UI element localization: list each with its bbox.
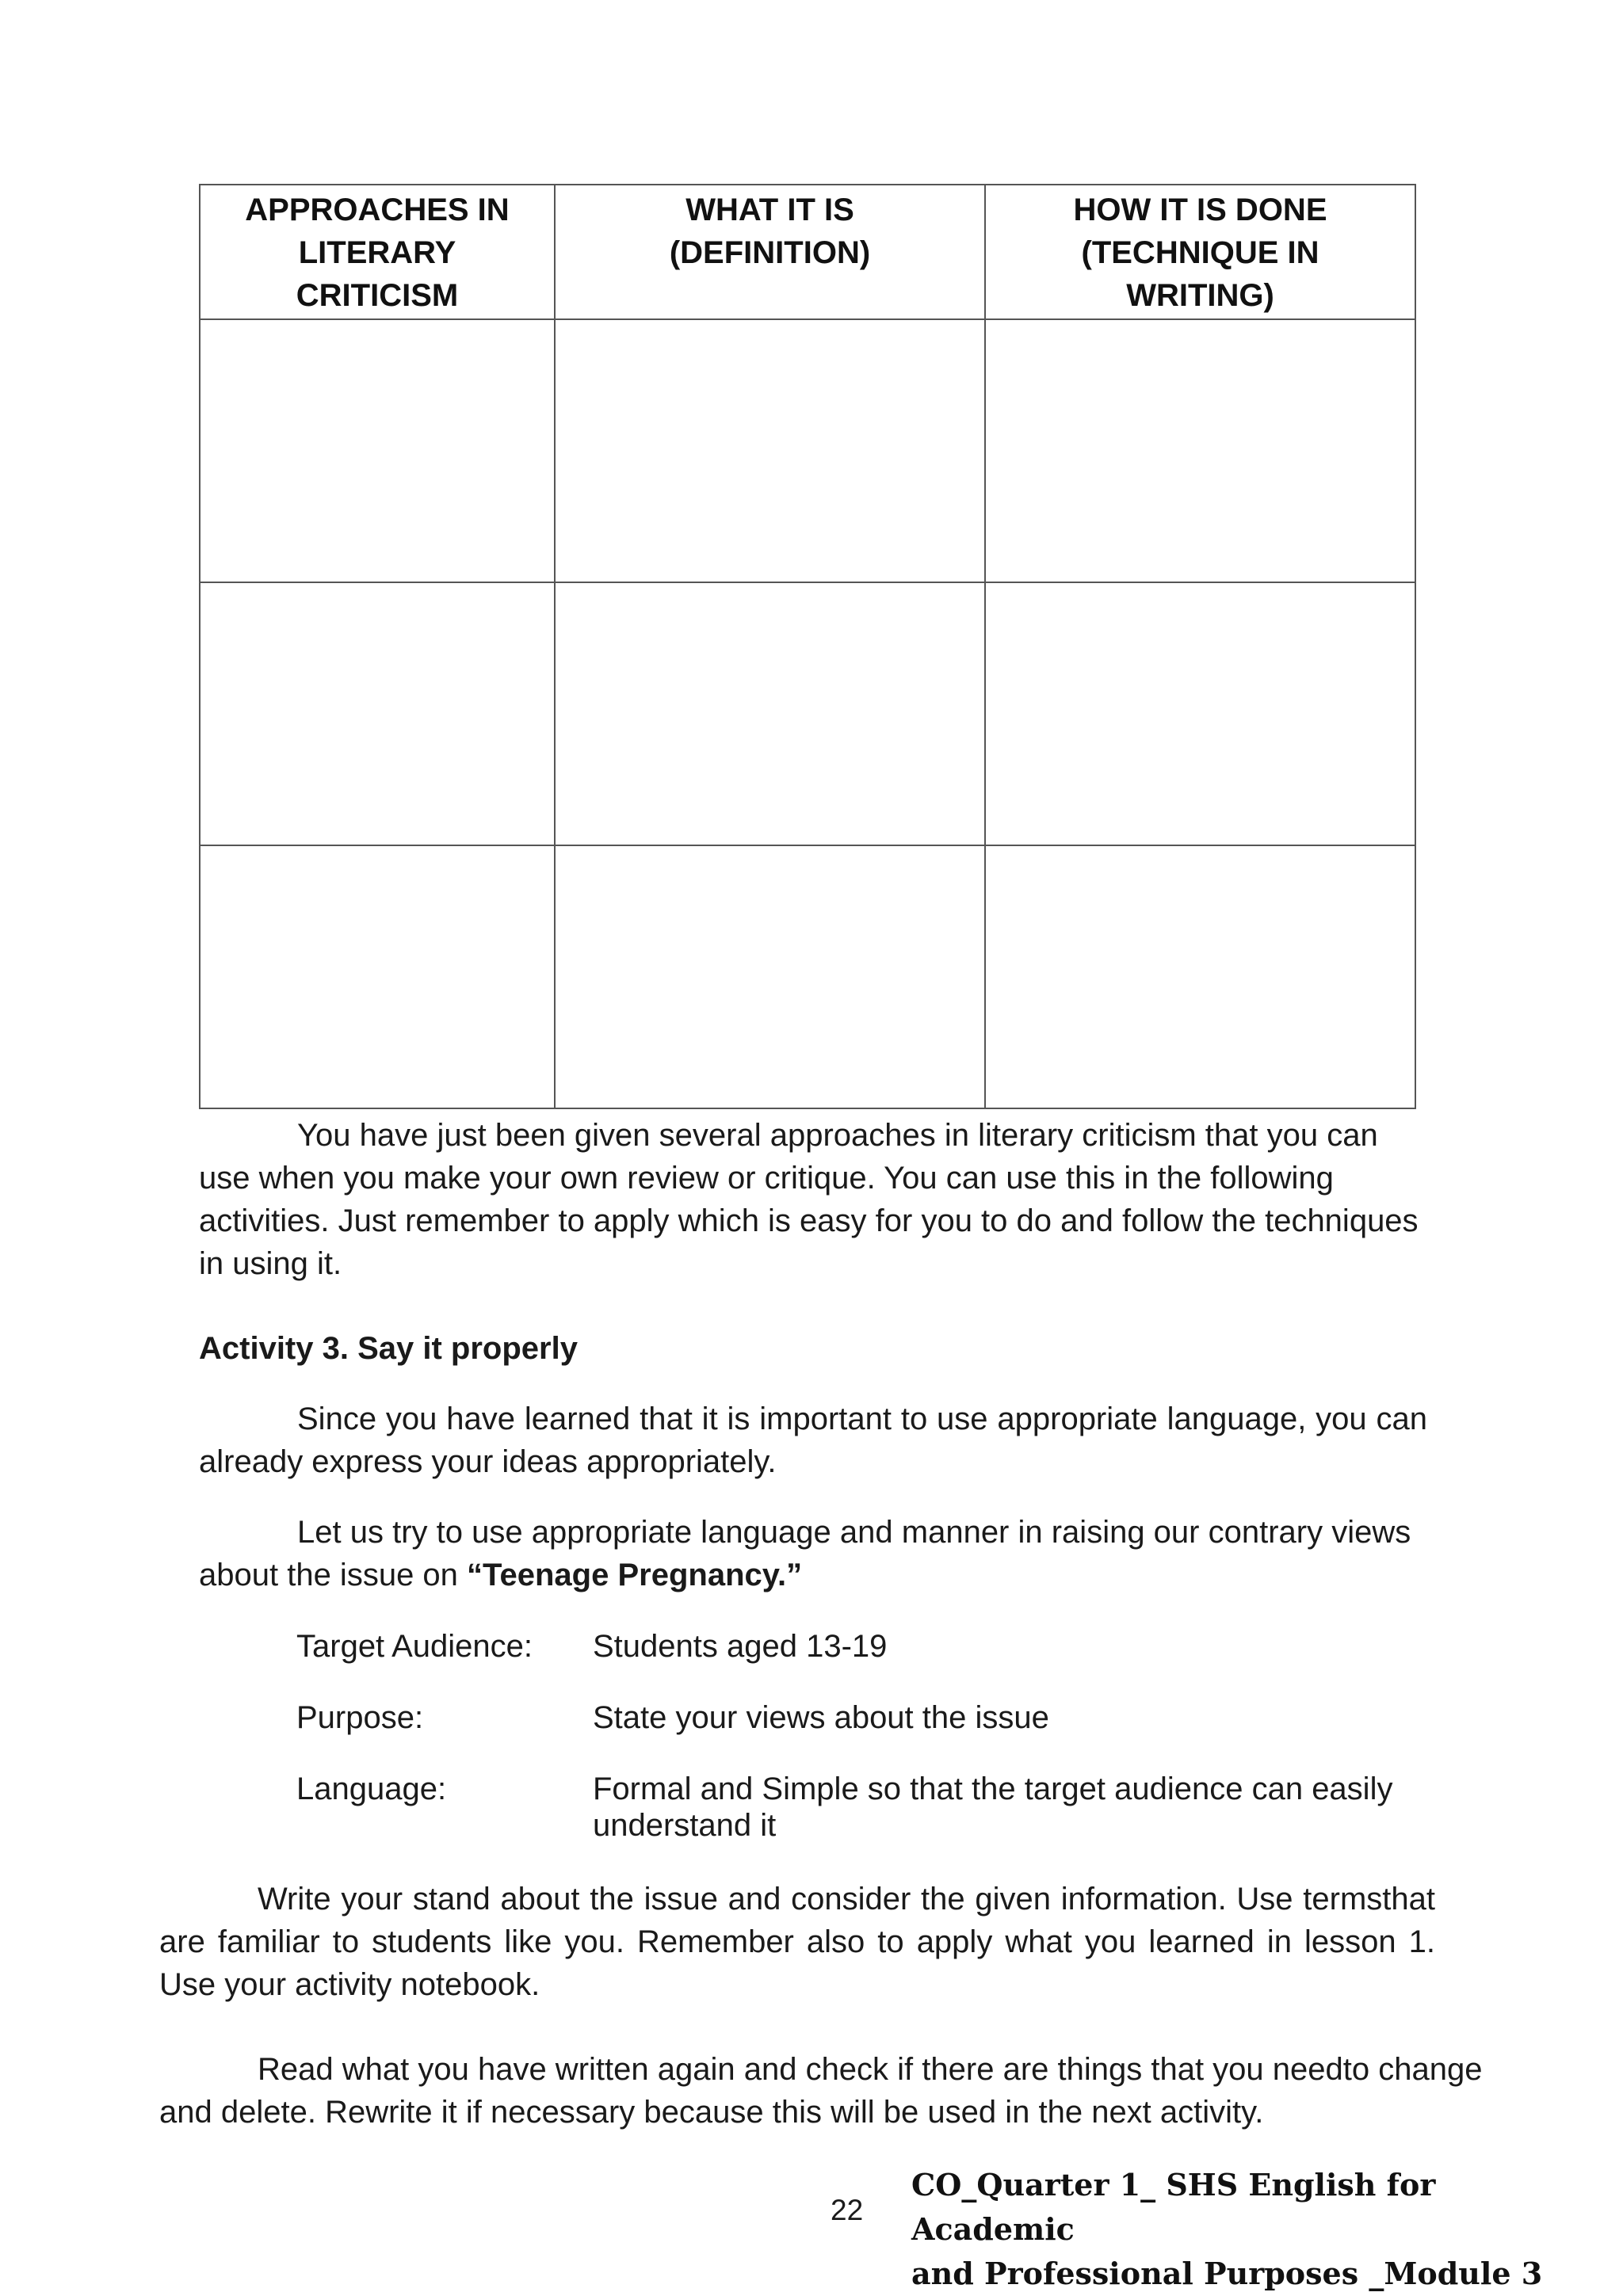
answer-cell[interactable] — [555, 582, 985, 845]
answer-cell[interactable] — [555, 319, 985, 582]
module-footer-line-1: CO_Quarter 1_ SHS English for Academic — [911, 2167, 1436, 2247]
header-approaches-text: APPROACHES IN LITERARY CRITICISM — [245, 193, 510, 313]
topic-text: “Teenage Pregnancy.” — [467, 1558, 803, 1592]
purpose-label: Purpose: — [296, 1700, 424, 1735]
read-instructions-paragraph: Read what you have written again and check if there are things that you needto change and delete. Rewrite it if necessary because this will be used in the next activity. — [159, 2052, 1483, 2130]
module-footer-line-2: and Professional Purposes _Module 3 — [911, 2256, 1543, 2291]
header-approaches — [200, 185, 555, 319]
target-audience-label: Target Audience: — [296, 1629, 533, 1664]
table-row — [200, 845, 1415, 1108]
literary-criticism-table — [199, 184, 1416, 1109]
module-footer — [911, 2163, 1561, 2296]
table-row — [200, 582, 1415, 845]
header-definition-text: WHAT IT IS (DEFINITION) — [669, 193, 871, 270]
purpose-value: State your views about the issue — [593, 1700, 1049, 1735]
since-paragraph: Since you have learned that it is important to use appropriate language, you can already express your ideas appropriately. — [199, 1402, 1427, 1479]
letus-text: Let us try to use appropriate language and manner in raising our contrary views about the issue on — [199, 1515, 1411, 1592]
language-label: Language: — [296, 1772, 447, 1806]
target-audience-value: Students aged 13-19 — [593, 1629, 888, 1664]
answer-cell[interactable] — [200, 319, 555, 582]
answer-cell[interactable] — [200, 845, 555, 1108]
purpose-row — [296, 1699, 1430, 1736]
language-value: Formal and Simple so that the target audience can easily understand it — [593, 1772, 1393, 1843]
answer-cell[interactable] — [985, 845, 1415, 1108]
answer-cell[interactable] — [985, 582, 1415, 845]
header-technique-text: HOW IT IS DONE (TECHNIQUE IN WRITING) — [1073, 193, 1327, 313]
answer-cell[interactable] — [200, 582, 555, 845]
table-header-row — [200, 185, 1415, 319]
answer-cell[interactable] — [555, 845, 985, 1108]
activity-heading: Activity 3. Say it properly — [199, 1331, 578, 1366]
letus-paragraph — [199, 1511, 1435, 1596]
header-technique — [985, 185, 1415, 319]
write-instructions-paragraph: Write your stand about the issue and consider the given information. Use termsthat are familiar to students like you. Remember also to apply what you learned in lesson 1. Use your activity notebook. — [159, 1882, 1435, 2002]
approaches-paragraph: You have just been given several approaches in literary criticism that you can use when you make your own review or critique. You can use this in the following activities. Just remember to apply which is easy for you to do and follow the techniques in using it. — [199, 1118, 1419, 1281]
table-row — [200, 319, 1415, 582]
answer-cell[interactable] — [985, 319, 1415, 582]
page-number: 22 — [831, 2194, 864, 2226]
target-audience-row — [296, 1628, 1430, 1665]
language-row — [296, 1771, 1430, 1844]
header-definition — [555, 185, 985, 319]
